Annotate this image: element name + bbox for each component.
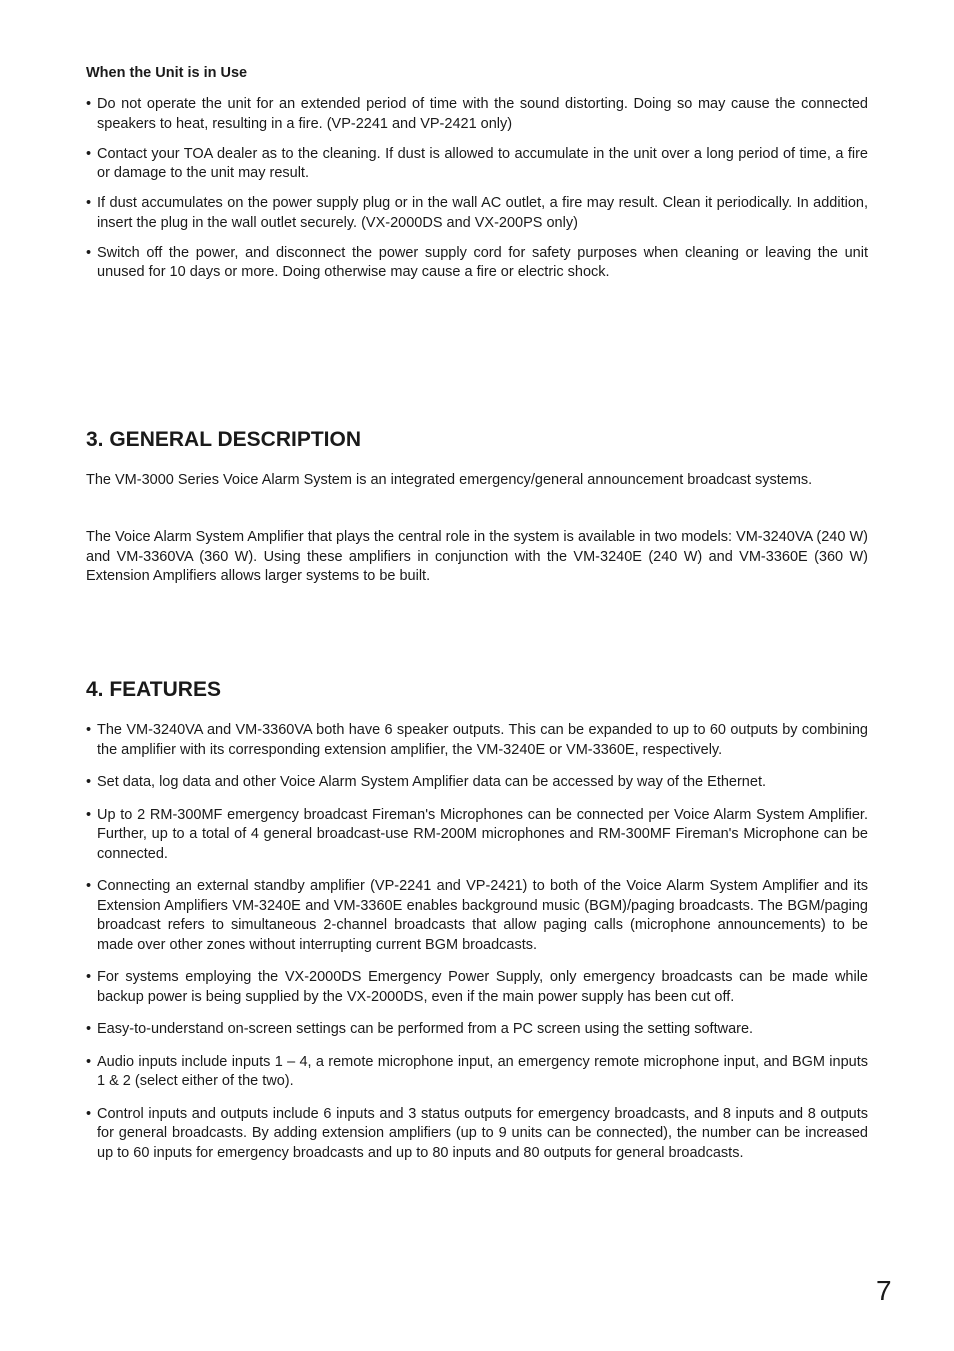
general-description-paragraph: The VM-3000 Series Voice Alarm System is an integrated emergency/general announcement broadcast systems. bbox=[86, 472, 813, 488]
list-item-text: Do not operate the unit for an extended period of time with the sound distorting. Doing so may cause the connected speakers to heat, resulting in a fire. (VP-2241 and VP-2421 only) bbox=[97, 96, 868, 132]
list-item bbox=[86, 721, 868, 760]
list-item bbox=[86, 95, 868, 134]
list-item-text: Connecting an external standby amplifier (VP-2241 and VP-2421) to both of the Voice Alarm System Amplifier and its Extension Amplifiers VM-3240E and VM-3360E enables background music (BGM)/paging broadcasts. The BGM/paging broadcast refers to simultaneous 2-channel broadcasts that allow paging calls (microphone announcements) to be made over other zones without interrupting current BGM broadcasts. bbox=[97, 878, 868, 953]
list-item bbox=[86, 1105, 868, 1164]
list-item-text: Contact your TOA dealer as to the cleaning. If dust is allowed to accumulate in the unit over a long period of time, a fire or damage to the unit may result. bbox=[97, 145, 868, 181]
features-list bbox=[86, 721, 868, 1176]
bullet-icon: • bbox=[86, 774, 92, 790]
list-item-text: Up to 2 RM-300MF emergency broadcast Fireman's Microphones can be connected per Voice Alarm System Amplifier. Further, up to a total of 4 general broadcast-use RM-200M microphones and RM-300MF Fireman's Microphone can be connected. bbox=[97, 806, 868, 862]
list-item-text: Easy-to-understand on-screen settings can be performed from a PC screen using the setting software. bbox=[97, 1021, 754, 1037]
list-item-text: Switch off the power, and disconnect the power supply cord for safety purposes when cleaning or leaving the unit unused for 10 days or more. Doing otherwise may cause a fire or electric shock. bbox=[97, 244, 868, 280]
bullet-icon: • bbox=[86, 1021, 92, 1037]
list-item bbox=[86, 1053, 868, 1092]
use-section-list bbox=[86, 95, 868, 293]
bullet-icon: • bbox=[86, 878, 92, 894]
page-number: 7 bbox=[876, 1275, 892, 1306]
list-item-text: Set data, log data and other Voice Alarm System Amplifier data can be accessed by way of the Ethernet. bbox=[97, 774, 766, 790]
list-item bbox=[86, 1020, 868, 1040]
list-item-text: Audio inputs include inputs 1 – 4, a remote microphone input, an emergency remote microphone input, and BGM inputs 1 & 2 (select either of the two). bbox=[97, 1053, 868, 1089]
bullet-icon: • bbox=[86, 145, 92, 162]
list-item bbox=[86, 773, 868, 793]
bullet-icon: • bbox=[86, 806, 92, 823]
bullet-icon: • bbox=[86, 244, 92, 261]
list-item bbox=[86, 145, 868, 184]
bullet-icon: • bbox=[86, 722, 92, 738]
bullet-icon: • bbox=[86, 195, 92, 211]
use-section-heading: When the Unit is in Use bbox=[86, 65, 248, 81]
list-item-text: Control inputs and outputs include 6 inputs and 3 status outputs for emergency broadcasts, and 8 inputs and 8 outputs for general broadcasts. By adding extension amplifiers (up to 9 units can be connected), the number can be increased up to 60 inputs for emergency broadcasts and up to 80 inputs and 80 outputs for general broadcasts. bbox=[97, 1105, 868, 1161]
bullet-icon: • bbox=[86, 969, 92, 985]
list-item bbox=[86, 244, 868, 283]
list-item bbox=[86, 968, 868, 1007]
list-item bbox=[86, 806, 868, 865]
general-description-paragraph: The Voice Alarm System Amplifier that plays the central role in the system is available in two models: VM-3240VA (240 W) and VM-3360VA (360 W). Using these amplifiers in conjunction with the VM-3240E (240 W) and VM-3360E (360 W) Extension Amplifiers allows larger systems to be built. bbox=[86, 529, 868, 584]
list-item-text: The VM-3240VA and VM-3360VA both have 6 speaker outputs. This can be expanded to up to 60 outputs by combining the amplifier with its corresponding extension amplifier, the VM-3240E or VM-3360E, respectively. bbox=[97, 722, 868, 758]
list-item bbox=[86, 877, 868, 955]
features-heading: 4. FEATURES bbox=[86, 678, 221, 701]
bullet-icon: • bbox=[86, 1053, 92, 1070]
bullet-icon: • bbox=[86, 96, 92, 112]
list-item-text: For systems employing the VX-2000DS Emergency Power Supply, only emergency broadcasts can be made while backup power is being supplied by the VX-2000DS, even if the main power supply has been cut off. bbox=[97, 969, 868, 1005]
general-description-heading: 3. GENERAL DESCRIPTION bbox=[86, 428, 361, 451]
list-item bbox=[86, 194, 868, 233]
bullet-icon: • bbox=[86, 1105, 92, 1122]
list-item-text: If dust accumulates on the power supply plug or in the wall AC outlet, a fire may result. Clean it periodically. In addition, insert the plug in the wall outlet securely. (VX-2000DS and VX-200PS only) bbox=[97, 195, 868, 231]
